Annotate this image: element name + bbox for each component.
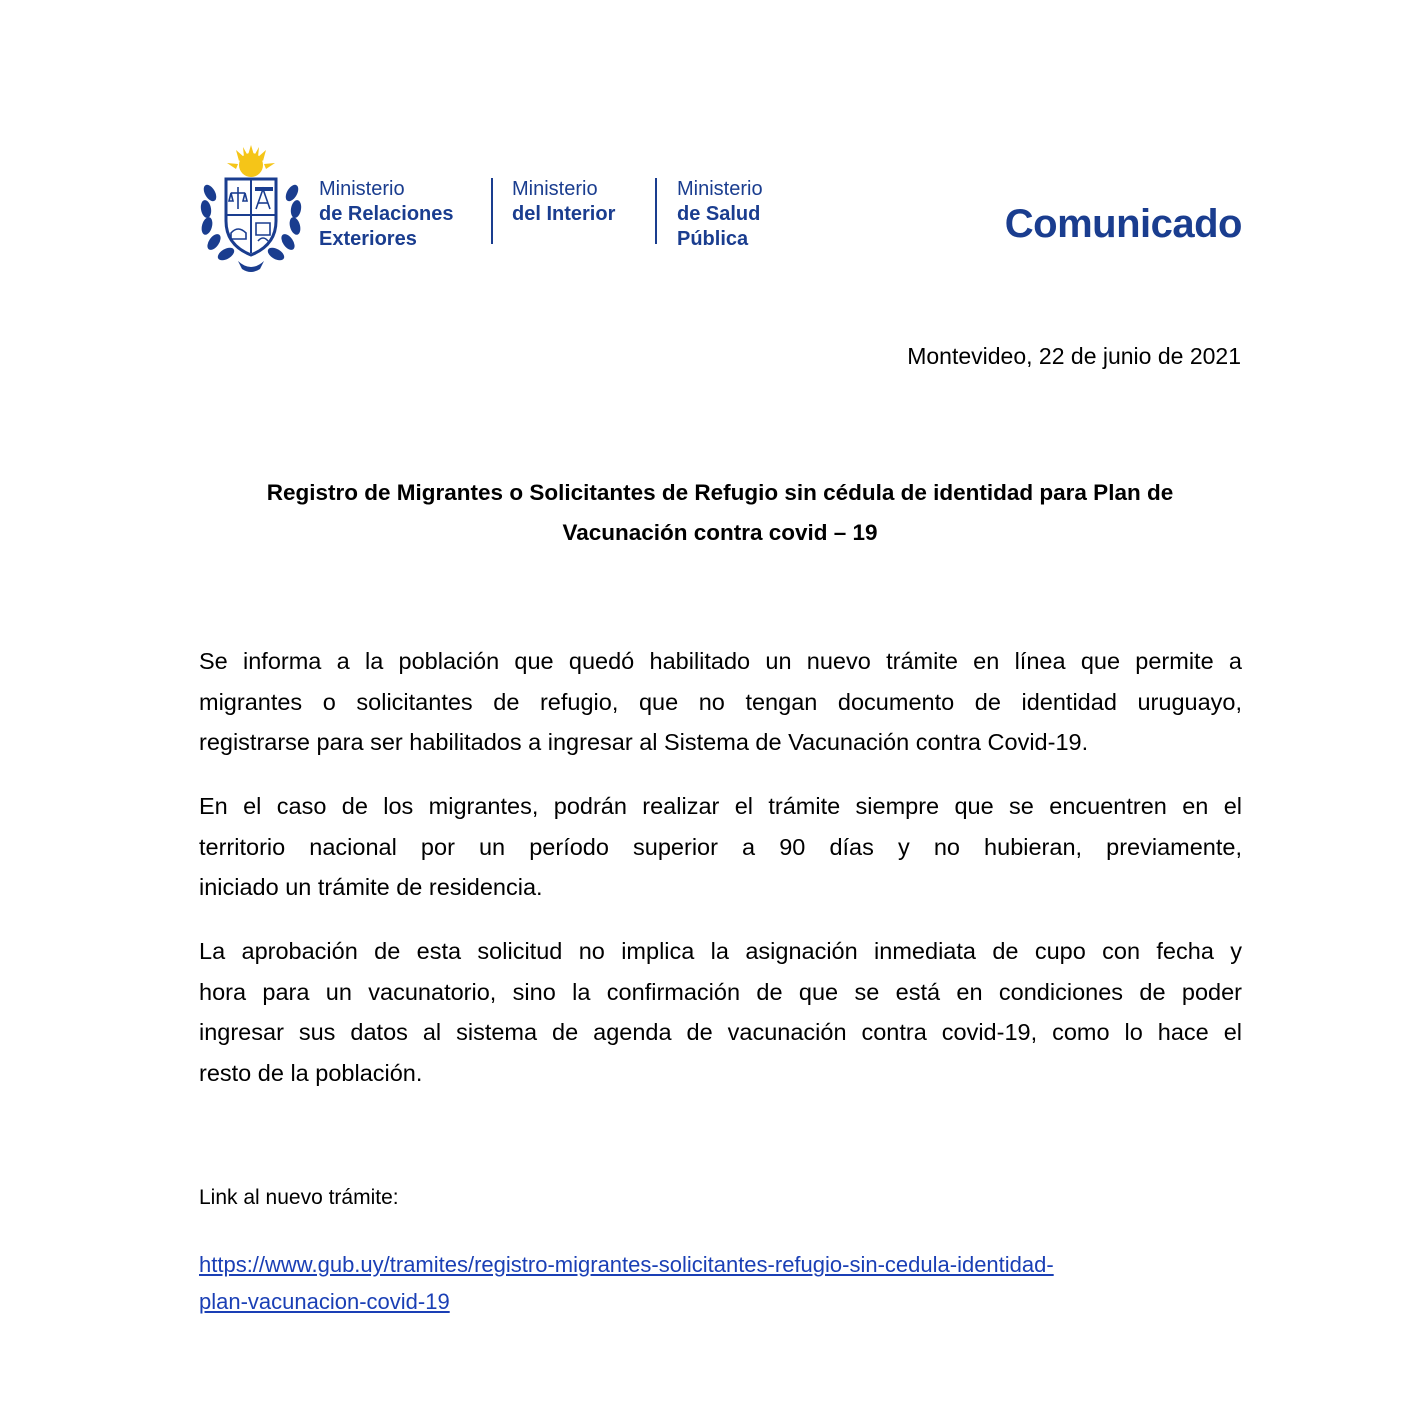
paragraph-line: iniciado un trámite de residencia.: [199, 874, 543, 900]
paragraph-line: hora para un vacunatorio, sino la confirmación de que se está en condiciones de poder: [199, 978, 1242, 1005]
paragraph-line: territorio nacional por un período superior a 90 días y no hubieran, previamente,: [199, 833, 1242, 860]
title-line: Registro de Migrantes o Solicitantes de Refugio sin cédula de identidad para Plan de: [266, 480, 1174, 505]
paragraph-line: La aprobación de esta solicitud no implica la asignación inmediata de cupo con fecha y: [199, 938, 1242, 964]
divider: [491, 178, 493, 244]
tramite-link[interactable]: [199, 1246, 1054, 1320]
ministry-salud-publica: [677, 177, 763, 252]
ministry-name: del Interior: [512, 203, 616, 225]
paragraph-line: ingresar sus datos al sistema de agenda de vacunación contra covid-19, como lo hace el: [199, 1019, 1242, 1045]
ministry-name: de Salud: [677, 203, 761, 225]
letterhead: [198, 140, 1242, 280]
document-title: [198, 473, 1242, 553]
ministry-label: Ministerio: [319, 178, 405, 200]
document-date: Montevideo, 22 de junio de 2021: [907, 343, 1241, 369]
tramite-link-line-2[interactable]: plan-vacunacion-covid-19: [199, 1289, 450, 1314]
ministry-label: Ministerio: [677, 178, 763, 200]
ministry-name-cont: Exteriores: [319, 228, 417, 250]
link-label: Link al nuevo trámite:: [199, 1186, 399, 1209]
ministry-name-cont: Pública: [677, 228, 749, 250]
divider: [655, 178, 657, 244]
ministry-label: Ministerio: [512, 178, 598, 200]
paragraph-1: [199, 641, 1242, 763]
paragraph-line: registrarse para ser habilitados a ingresar al Sistema de Vacunación contra Covid-19.: [199, 729, 1089, 755]
title-line: Vacunación contra covid – 19: [562, 520, 878, 545]
document-heading: Comunicado: [1004, 202, 1242, 246]
ministry-interior: [512, 177, 615, 227]
paragraph-3: [199, 931, 1242, 1093]
tramite-link-line-1[interactable]: https://www.gub.uy/tramites/registro-migrantes-solicitantes-refugio-sin-cedula-identidad-: [199, 1252, 1054, 1277]
paragraph-2: [199, 786, 1242, 908]
paragraph-line: migrantes o solicitantes de refugio, que no tengan documento de identidad uruguayo,: [199, 688, 1242, 715]
ministry-name: de Relaciones: [319, 203, 454, 225]
paragraph-line: Se informa a la población que quedó habilitado un nuevo trámite en línea que permite a: [199, 648, 1242, 674]
paragraph-line: En el caso de los migrantes, podrán realizar el trámite siempre que se encuentren en el: [199, 793, 1242, 819]
ministry-relaciones-exteriores: [319, 177, 454, 252]
uruguay-coat-of-arms-icon: [198, 143, 304, 275]
paragraph-line: resto de la población.: [199, 1059, 423, 1086]
